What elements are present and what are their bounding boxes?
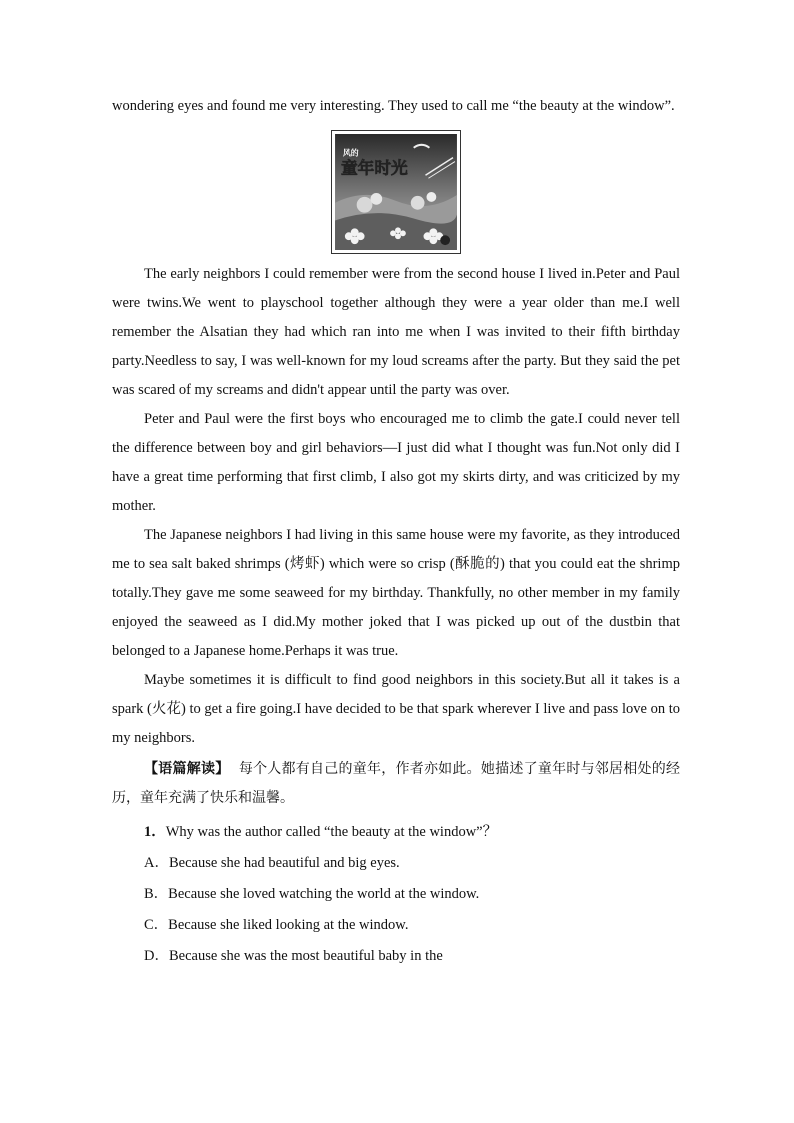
reading-note bbox=[112, 755, 680, 813]
option-c: C．Because she liked looking at the window. bbox=[144, 917, 409, 933]
paragraph-4: Maybe sometimes it is difficult to find good neighbors in this society.But all it takes is a spark (火花) to get a fire going.I have decided to be that spark wherever I live and pass love on to my neighbors. bbox=[112, 672, 680, 746]
paragraph-1: The early neighbors I could remember were from the second house I lived in.Peter and Paul were twins.We went to playschool together although they were a year older than me.I well remember the Alsatian they had which ran into me when I was invited to their fifth birthday party.Needless to say, I was well-known for my loud screams after the party. But they said the pet was scared of my screams and didn't appear until the party was over. bbox=[112, 266, 680, 398]
intro-text: wondering eyes and found me very interesting. They used to call me “the beauty at the window”. bbox=[112, 98, 675, 114]
question-text: Why was the author called “the beauty at the window”？ bbox=[165, 824, 498, 840]
option-d: D．Because she was the most beautiful baby in the bbox=[144, 948, 443, 964]
figure-logo-text: 童年时光 bbox=[340, 157, 408, 178]
question-1 bbox=[112, 817, 680, 848]
option-a: A．Because she had beautiful and big eyes. bbox=[144, 855, 400, 871]
paragraph-3: The Japanese neighbors I had living in this same house were my favorite, as they introduced me to sea salt baked shrimps (烤虾) which were so crisp (酥脆的) that you could eat the shrimp totally.They gave me some seaweed for my birthday. Thankfully, no other member in my family enjoyed the seaweed as I did.My mother joked that I was picked up out of the dustbin that belonged to a Japanese home.Perhaps it was true. bbox=[112, 527, 680, 659]
paragraph-2: Peter and Paul were the first boys who encouraged me to climb the gate.I could never tell the difference between boy and girl behaviors—I just did what I thought was fun.Not only did I have a great time performing that first climb, I also got my skirts dirty, and was criticized by my mother. bbox=[112, 411, 680, 514]
figure-logo-small: 风的 bbox=[342, 148, 359, 158]
reading-note-tag: 【语篇解读】 bbox=[144, 761, 230, 777]
reading-note-text: 每个人都有自己的童年，作者亦如此。她描述了童年时与邻居相处的经历，童年充满了快乐和温馨。 bbox=[112, 761, 681, 806]
document-page bbox=[112, 92, 680, 972]
childhood-illustration bbox=[335, 134, 457, 250]
question-number: 1． bbox=[144, 824, 166, 840]
option-b: B．Because she loved watching the world at the window. bbox=[144, 886, 480, 902]
childhood-picture bbox=[331, 130, 461, 254]
